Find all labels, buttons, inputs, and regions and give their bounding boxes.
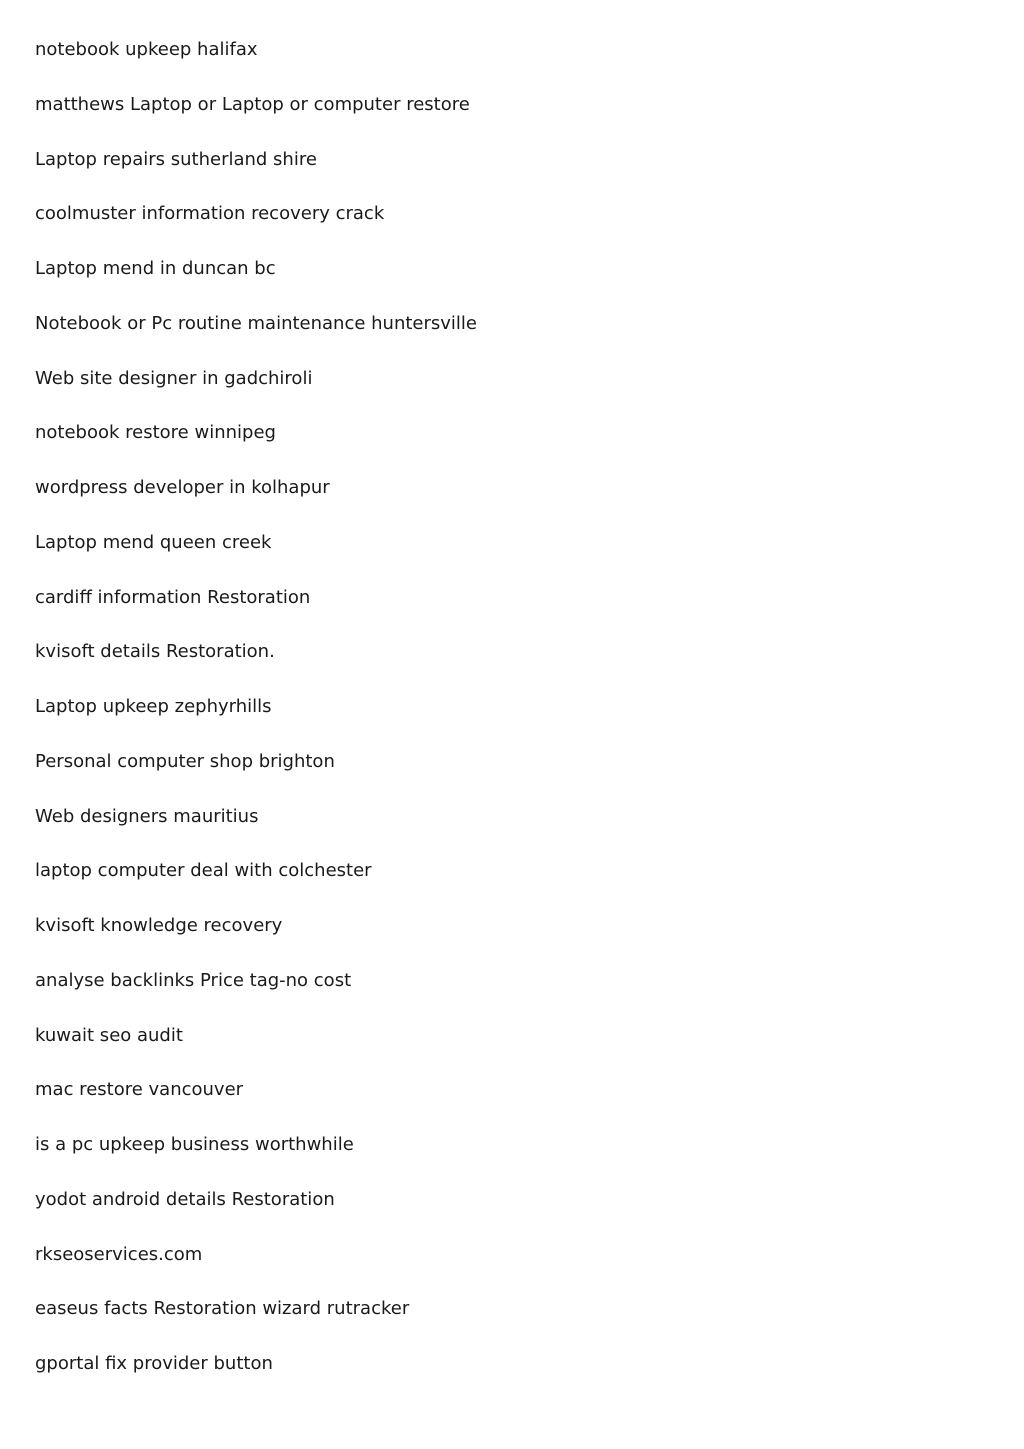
list-item: laptop computer deal with colchester bbox=[35, 860, 372, 882]
list-item: kvisoft details Restoration. bbox=[35, 641, 275, 663]
list-item: wordpress developer in kolhapur bbox=[35, 477, 330, 498]
list-item: mac restore vancouver bbox=[35, 1079, 244, 1101]
list-item: cardiff information Restoration bbox=[35, 586, 311, 608]
list-item: gportal fix provider button bbox=[35, 1353, 273, 1374]
list-item: kvisoft knowledge recovery bbox=[35, 915, 283, 936]
list-item: Laptop mend queen creek bbox=[35, 531, 272, 553]
list-item: Laptop repairs sutherland shire bbox=[35, 148, 317, 170]
list-item: notebook restore winnipeg bbox=[35, 422, 276, 444]
list-item: is a pc upkeep business worthwhile bbox=[35, 1134, 354, 1155]
text-list bbox=[35, 36, 477, 1405]
list-item: Laptop upkeep zephyrhills bbox=[35, 696, 272, 717]
list-item: Web designers mauritius bbox=[35, 805, 259, 827]
list-item: Notebook or Pc routine maintenance huntersville bbox=[35, 312, 478, 334]
list-item: Laptop mend in duncan bc bbox=[35, 258, 276, 279]
list-item: coolmuster information recovery crack bbox=[35, 203, 385, 225]
list-item: easeus facts Restoration wizard rutracker bbox=[35, 1298, 410, 1320]
list-item: kuwait seo audit bbox=[35, 1024, 183, 1046]
list-item: matthews Laptop or Laptop or computer restore bbox=[35, 93, 470, 115]
list-item: Web site designer in gadchiroli bbox=[35, 367, 313, 389]
list-item: analyse backlinks Price tag-no cost bbox=[35, 969, 352, 991]
list-item: rkseoservices.com bbox=[35, 1243, 203, 1265]
list-item: yodot android details Restoration bbox=[35, 1188, 335, 1210]
list-item: Personal computer shop brighton bbox=[35, 750, 335, 772]
list-item: notebook upkeep halifax bbox=[35, 39, 258, 60]
